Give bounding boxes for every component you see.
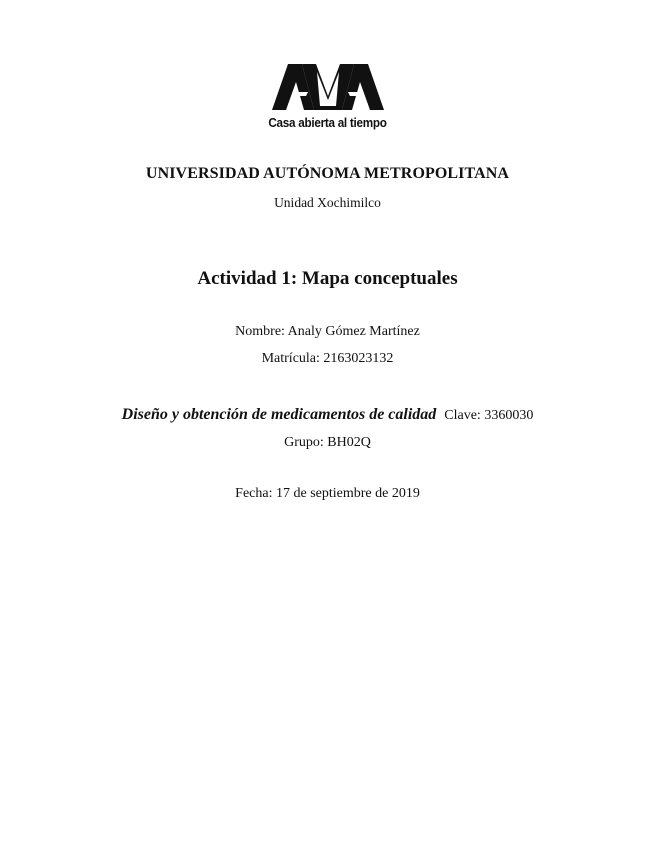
student-name: Nombre: Analy Gómez Martínez <box>235 324 420 339</box>
uam-emblem-icon <box>272 62 384 112</box>
university-logo <box>0 62 655 130</box>
course-clave: Clave: 3360030 <box>444 408 534 423</box>
student-id: Matrícula: 2163023132 <box>261 351 394 366</box>
course-name: Diseño y obtención de medicamentos de calidad <box>121 406 437 423</box>
assignment-title: Actividad 1: Mapa conceptuales <box>197 268 458 289</box>
university-unit: Unidad Xochimilco <box>274 195 381 210</box>
date-line: Fecha: 17 de septiembre de 2019 <box>235 486 420 501</box>
logo-caption: Casa abierta al tiempo <box>268 115 387 130</box>
course-group: Grupo: BH02Q <box>284 435 371 450</box>
university-name: UNIVERSIDAD AUTÓNOMA METROPOLITANA <box>145 165 510 182</box>
course-line <box>0 406 655 424</box>
